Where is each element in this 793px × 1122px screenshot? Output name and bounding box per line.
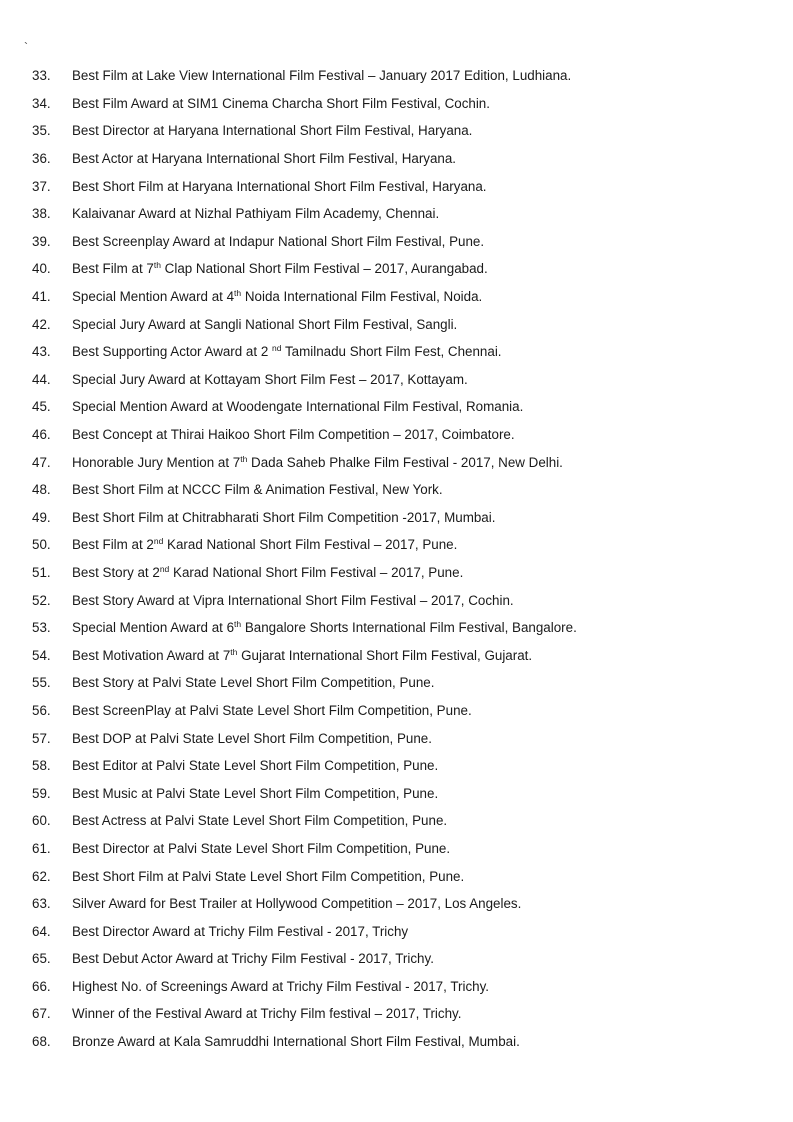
- list-item: [0, 366, 793, 394]
- award-text-segment: Best Director Award at Trichy Film Festival - 2017, Trichy: [72, 923, 409, 939]
- award-text-segment: Best Film at 2: [72, 537, 154, 553]
- award-text-segment: Karad National Short Film Festival – 2017, Pune.: [169, 564, 464, 580]
- award-text: [72, 731, 432, 746]
- award-text: [72, 979, 489, 994]
- list-item: [0, 917, 793, 945]
- award-number: 53.: [32, 620, 51, 636]
- award-text-segment: Karad National Short Film Festival – 2017, Pune.: [163, 537, 458, 553]
- award-text: [72, 951, 434, 966]
- award-text: [72, 841, 450, 856]
- award-text: [72, 344, 502, 359]
- award-text-segment: Best Film at Lake View International Film Festival – January 2017 Edition, Ludhiana.: [72, 68, 572, 84]
- list-item: [0, 669, 793, 697]
- award-text-segment: Noida International Film Festival, Noida.: [241, 289, 483, 305]
- award-text: [72, 317, 457, 332]
- award-text: [72, 1034, 520, 1049]
- award-number: 50.: [32, 537, 51, 553]
- list-item: [0, 172, 793, 200]
- award-number: 42.: [32, 316, 51, 332]
- award-text: [72, 537, 457, 552]
- award-number: 56.: [32, 702, 51, 718]
- award-number: 54.: [32, 647, 51, 663]
- award-text-segment: Best Director at Haryana International Short Film Festival, Haryana.: [72, 123, 473, 139]
- award-number: 33.: [32, 68, 51, 84]
- award-text: [72, 510, 495, 525]
- award-text: [72, 869, 464, 884]
- award-text: [72, 703, 472, 718]
- list-item: [0, 1000, 793, 1028]
- award-text-segment: Best Editor at Palvi State Level Short Film Competition, Pune.: [72, 758, 439, 774]
- award-text-segment: Special Mention Award at 6: [72, 620, 235, 636]
- award-text-segment: Special Mention Award at Woodengate International Film Festival, Romania.: [72, 399, 524, 415]
- award-number: 41.: [32, 289, 51, 305]
- award-number: 51.: [32, 564, 51, 580]
- list-item: [0, 559, 793, 587]
- award-text-segment: Bronze Award at Kala Samruddhi International Short Film Festival, Mumbai.: [72, 1034, 520, 1050]
- award-text-segment: Tamilnadu Short Film Fest, Chennai.: [281, 344, 502, 360]
- award-text-segment: Winner of the Festival Award at Trichy Film festival – 2017, Trichy.: [72, 1006, 462, 1022]
- award-number: 58.: [32, 758, 51, 774]
- list-item: [0, 641, 793, 669]
- list-item: [0, 724, 793, 752]
- award-text: [72, 482, 443, 497]
- award-number: 46.: [32, 427, 51, 443]
- award-text-segment: Best Story Award at Vipra International Short Film Festival – 2017, Cochin.: [72, 592, 514, 608]
- award-text-segment: Best ScreenPlay at Palvi State Level Short Film Competition, Pune.: [72, 702, 472, 718]
- awards-list: [0, 62, 793, 1055]
- list-item: [0, 62, 793, 90]
- award-number: 40.: [32, 261, 51, 277]
- ordinal-suffix: th: [240, 453, 248, 464]
- award-number: 57.: [32, 730, 51, 746]
- award-text-segment: Best Short Film at NCCC Film & Animation Festival, New York.: [72, 482, 443, 498]
- award-text-segment: Special Mention Award at 4: [72, 289, 235, 305]
- award-text-segment: Best Film Award at SIM1 Cinema Charcha Short Film Festival, Cochin.: [72, 95, 490, 111]
- award-text-segment: Dada Saheb Phalke Film Festival - 2017, New Delhi.: [247, 454, 563, 470]
- award-text-segment: Kalaivanar Award at Nizhal Pathiyam Film Academy, Chennai.: [72, 206, 440, 222]
- list-item: [0, 476, 793, 504]
- award-text-segment: Best Actress at Palvi State Level Short Film Competition, Pune.: [72, 813, 448, 829]
- award-text: [72, 896, 521, 911]
- award-text: [72, 1006, 461, 1021]
- list-item: [0, 807, 793, 835]
- award-text: [72, 648, 532, 663]
- award-number: 34.: [32, 95, 51, 111]
- award-text-segment: Special Jury Award at Kottayam Short Film Fest – 2017, Kottayam.: [72, 371, 468, 387]
- list-item: [0, 1028, 793, 1056]
- award-text-segment: Best Concept at Thirai Haikoo Short Film Competition – 2017, Coimbatore.: [72, 427, 515, 443]
- award-text-segment: Best Screenplay Award at Indapur National Short Film Festival, Pune.: [72, 233, 485, 249]
- award-text: [72, 399, 523, 414]
- award-text-segment: Highest No. of Screenings Award at Trichy Film Festival - 2017, Trichy.: [72, 978, 490, 994]
- award-number: 45.: [32, 399, 51, 415]
- list-item: [0, 945, 793, 973]
- ordinal-suffix: nd: [153, 536, 164, 547]
- award-text-segment: Best Story at 2: [72, 564, 160, 580]
- ordinal-suffix: th: [234, 288, 242, 299]
- award-text-segment: Best Actor at Haryana International Short Film Festival, Haryana.: [72, 151, 457, 167]
- ordinal-suffix: th: [234, 619, 242, 630]
- list-item: [0, 255, 793, 283]
- list-item: [0, 614, 793, 642]
- ordinal-suffix: nd: [272, 343, 282, 354]
- award-text-segment: Best Story at Palvi State Level Short Film Competition, Pune.: [72, 675, 435, 691]
- award-number: 49.: [32, 509, 51, 525]
- list-item: [0, 310, 793, 338]
- list-item: [0, 697, 793, 725]
- award-text: [72, 261, 488, 276]
- award-number: 65.: [32, 951, 51, 967]
- stray-mark: `: [24, 40, 28, 54]
- ordinal-suffix: th: [230, 646, 238, 657]
- award-text-segment: Special Jury Award at Sangli National Short Film Festival, Sangli.: [72, 316, 458, 332]
- list-item: [0, 835, 793, 863]
- award-number: 43.: [32, 344, 51, 360]
- list-item: [0, 145, 793, 173]
- award-number: 52.: [32, 592, 51, 608]
- list-item: [0, 117, 793, 145]
- list-item: [0, 283, 793, 311]
- award-number: 37.: [32, 178, 51, 194]
- award-number: 64.: [32, 923, 51, 939]
- list-item: [0, 586, 793, 614]
- list-item: [0, 448, 793, 476]
- award-text: [72, 289, 482, 304]
- list-item: [0, 862, 793, 890]
- award-number: 59.: [32, 785, 51, 801]
- award-text-segment: Best Debut Actor Award at Trichy Film Festival - 2017, Trichy.: [72, 951, 434, 967]
- award-number: 61.: [32, 840, 51, 856]
- award-text-segment: Bangalore Shorts International Film Festival, Bangalore.: [241, 620, 577, 636]
- award-text: [72, 924, 408, 939]
- list-item: [0, 421, 793, 449]
- award-number: 38.: [32, 206, 51, 222]
- award-number: 62.: [32, 868, 51, 884]
- award-text: [72, 593, 514, 608]
- award-number: 66.: [32, 978, 51, 994]
- award-number: 39.: [32, 233, 51, 249]
- ordinal-suffix: nd: [159, 563, 170, 574]
- award-number: 48.: [32, 482, 51, 498]
- list-item: [0, 200, 793, 228]
- award-text: [72, 96, 490, 111]
- award-number: 35.: [32, 123, 51, 139]
- ordinal-suffix: th: [153, 260, 161, 271]
- award-number: 36.: [32, 151, 51, 167]
- award-text: [72, 68, 571, 83]
- award-text: [72, 565, 463, 580]
- award-text: [72, 179, 487, 194]
- list-item: [0, 338, 793, 366]
- list-item: [0, 752, 793, 780]
- award-text: [72, 758, 438, 773]
- award-text-segment: Honorable Jury Mention at 7: [72, 454, 241, 470]
- award-text-segment: Best Supporting Actor Award at 2: [72, 344, 272, 360]
- award-text-segment: Best Music at Palvi State Level Short Film Competition, Pune.: [72, 785, 439, 801]
- list-item: [0, 228, 793, 256]
- award-number: 44.: [32, 371, 51, 387]
- award-text-segment: Best Short Film at Palvi State Level Short Film Competition, Pune.: [72, 868, 465, 884]
- award-text-segment: Best Short Film at Haryana International Short Film Festival, Haryana.: [72, 178, 487, 194]
- award-text: [72, 206, 439, 221]
- list-item: [0, 393, 793, 421]
- award-text-segment: Best Short Film at Chitrabharati Short Film Competition -2017, Mumbai.: [72, 509, 496, 525]
- award-number: 60.: [32, 813, 51, 829]
- award-number: 55.: [32, 675, 51, 691]
- award-text: [72, 234, 484, 249]
- award-text-segment: Best Director at Palvi State Level Short Film Competition, Pune.: [72, 840, 451, 856]
- award-number: 68.: [32, 1034, 51, 1050]
- award-text-segment: Best Film at 7: [72, 261, 154, 277]
- award-text: [72, 786, 438, 801]
- list-item: [0, 531, 793, 559]
- award-text: [72, 427, 515, 442]
- award-text-segment: Gujarat International Short Film Festival, Gujarat.: [237, 647, 533, 663]
- award-text: [72, 620, 577, 635]
- award-text-segment: Silver Award for Best Trailer at Hollywood Competition – 2017, Los Angeles.: [72, 896, 522, 912]
- award-number: 63.: [32, 896, 51, 912]
- list-item: [0, 973, 793, 1001]
- list-item: [0, 504, 793, 532]
- award-text: [72, 813, 447, 828]
- award-text-segment: Clap National Short Film Festival – 2017, Aurangabad.: [160, 261, 488, 277]
- award-text: [72, 372, 468, 387]
- award-text-segment: Best Motivation Award at 7: [72, 647, 231, 663]
- award-text-segment: Best DOP at Palvi State Level Short Film Competition, Pune.: [72, 730, 432, 746]
- award-text: [72, 123, 472, 138]
- award-text: [72, 151, 456, 166]
- award-number: 47.: [32, 454, 51, 470]
- list-item: [0, 890, 793, 918]
- list-item: [0, 779, 793, 807]
- list-item: [0, 90, 793, 118]
- award-number: 67.: [32, 1006, 51, 1022]
- award-text: [72, 675, 434, 690]
- award-text: [72, 455, 563, 470]
